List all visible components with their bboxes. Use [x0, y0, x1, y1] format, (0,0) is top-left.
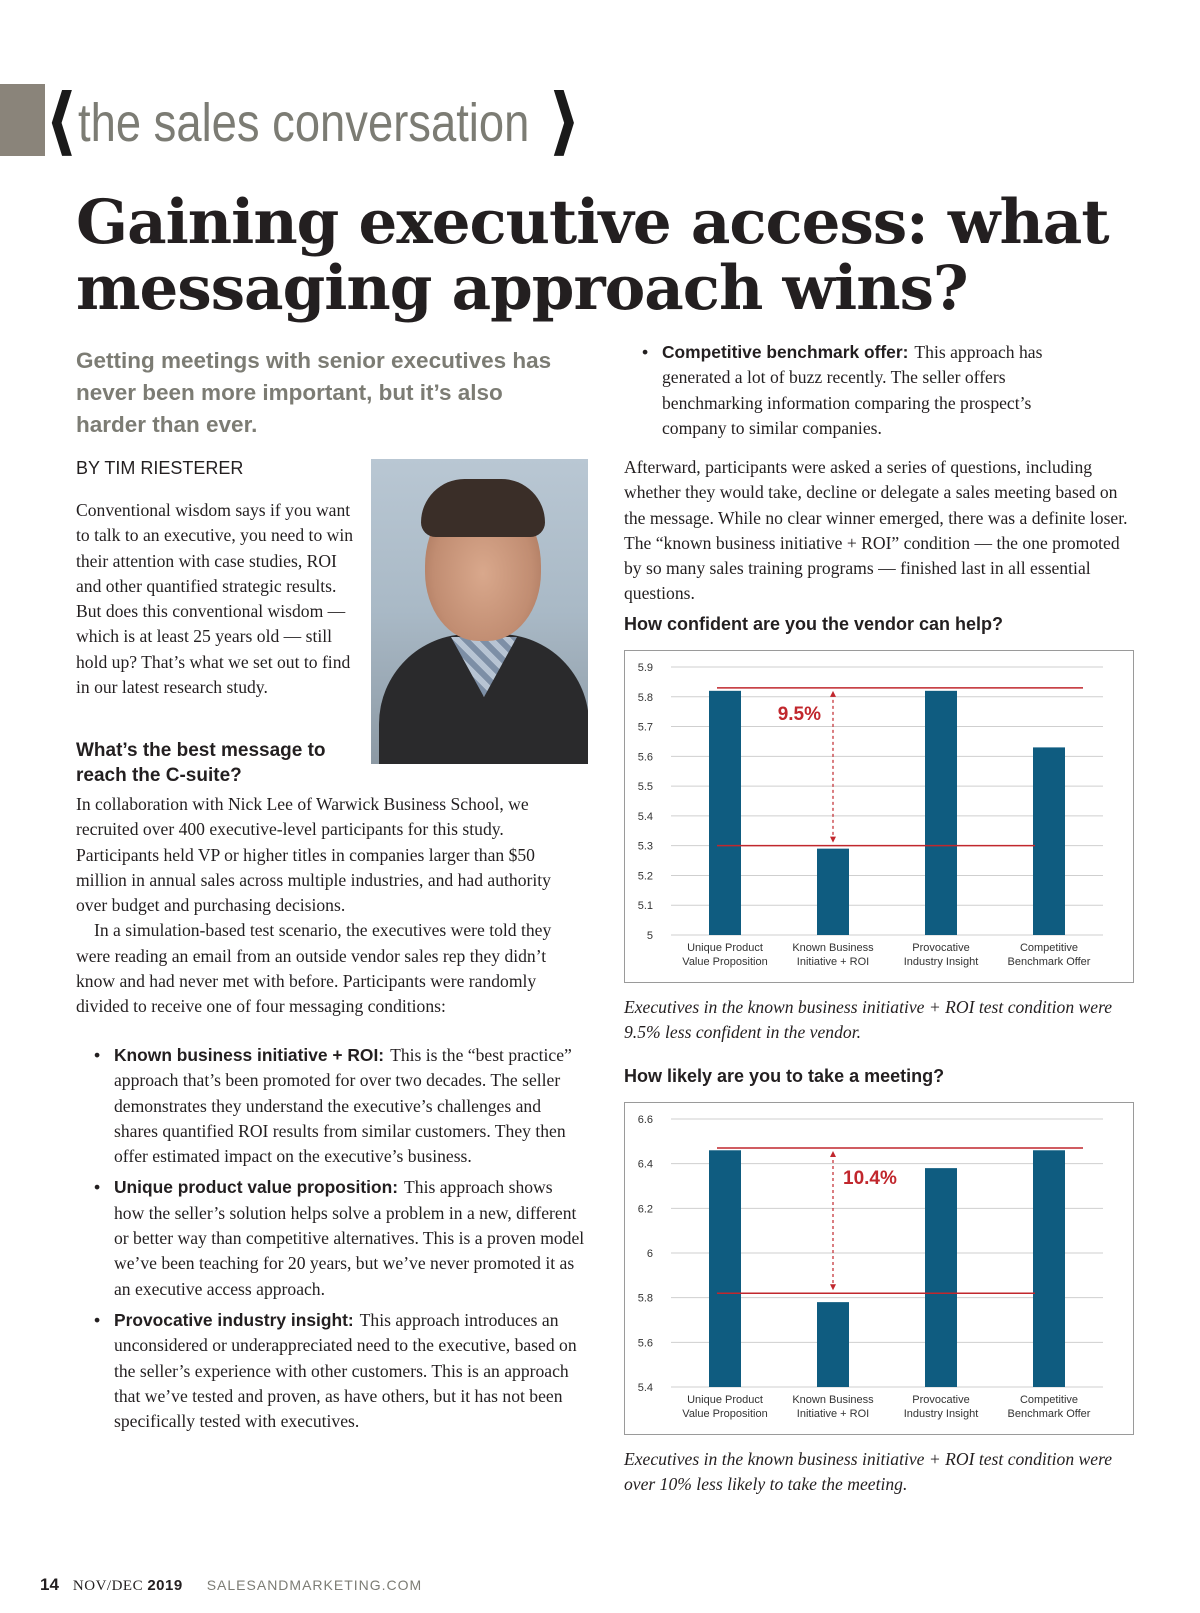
paragraph-collaboration: In collaboration with Nick Lee of Warwick Business School, we recruited over 400 executive-level participants for this study. Participants held VP or higher titles in companies larger than $50 million in annual sales across multiple industries, and had authority over budget and purchasing decisions. [76, 794, 551, 916]
open-bracket: ⟨ [44, 78, 78, 164]
chart-bar [709, 691, 741, 935]
x-tick-label: Unique Product [687, 1394, 763, 1406]
y-tick-label: 5.8 [637, 691, 653, 704]
condition-list [76, 1043, 586, 1440]
list-item [76, 1043, 586, 1169]
condition-list-continued [624, 340, 1094, 441]
difference-label: 9.5% [777, 703, 821, 725]
list-item-text: This approach has generated a lot of buzz recently. The seller offers benchmarking information comparing the prospect’s company to similar companies. [662, 342, 1043, 438]
page-number: 14 [40, 1575, 59, 1594]
x-tick-label: Initiative + ROI [796, 956, 870, 968]
intro-paragraph: Conventional wisdom says if you want to talk to an executive, you need to win their attention with case studies, ROI and other quantified strategic results. But does this conventional wisdom — which is at least 25 years old — still hold up? That’s what we set out to find in our latest research study. [76, 500, 354, 698]
chart-bar [709, 1150, 741, 1387]
y-tick-label: 5.7 [637, 721, 653, 734]
list-item-lead: Competitive benchmark offer: [662, 342, 909, 362]
x-tick-label: Provocative [912, 942, 970, 954]
chart-confidence-svg [625, 651, 1133, 982]
close-bracket: ⟩ [547, 78, 582, 164]
x-tick-label: Value Proposition [682, 956, 768, 968]
chart-bar [817, 1302, 849, 1387]
arrow-head-up [830, 691, 836, 697]
paragraph-afterward: Afterward, participants were asked a series of questions, including whether they would take, decline or delegate a sales meeting based on the message. While no clear winner emerged, there was a definite loser. The “known business initiative + ROI” condition — the one promoted by so many sales training programs — finished last in all essential questions. [624, 457, 1128, 604]
publication-url: SALESANDMARKETING.COM [206, 1577, 423, 1593]
x-tick-label: Known Business [792, 1394, 874, 1406]
section-header [44, 78, 582, 164]
issue-year: 2019 [147, 1577, 183, 1594]
section-color-bar [0, 84, 45, 156]
y-tick-label: 5.3 [637, 840, 653, 853]
list-item [76, 1308, 586, 1434]
body-paragraphs [76, 792, 586, 1020]
y-tick-label: 5.4 [637, 810, 653, 823]
y-tick-label: 6.2 [637, 1203, 653, 1216]
y-tick-label: 5.2 [637, 870, 653, 883]
x-tick-label: Value Proposition [682, 1408, 768, 1420]
chart-confidence [624, 650, 1134, 983]
x-tick-label: Industry Insight [903, 956, 979, 968]
list-item [76, 1175, 586, 1301]
section-title: the sales conversation [77, 93, 530, 153]
subhead: What’s the best message to reach the C-suite? [76, 740, 326, 786]
paragraph-scenario: In a simulation-based test scenario, the executives were told they were reading an email from an outside vendor sales rep they didn’t know and had never met with before. Participants were randomly divided to receive one of four messaging conditions: [76, 920, 552, 1017]
chart-meeting-caption: Executives in the known business initiative + ROI test condition were over 10% less likely to take the meeting. [624, 1449, 1113, 1495]
arrow-head-down [830, 1284, 836, 1290]
page-footer [40, 1575, 422, 1595]
y-tick-label: 5.9 [637, 662, 653, 674]
issue-month: NOV/DEC [72, 1578, 144, 1594]
y-tick-label: 5.6 [637, 1337, 653, 1350]
chart-confidence-caption: Executives in the known business initiative + ROI test condition were 9.5% less confident in the vendor. [624, 997, 1113, 1043]
list-item-text: This approach shows how the seller’s solution helps solve a problem in a new, different or better way than competitive alternatives. This is a proven model we’ve been teaching for 20 years, but we’ve never promoted it as an executive access approach. [114, 1177, 585, 1299]
x-tick-label: Competitive [1019, 1394, 1079, 1406]
list-item-text: This is the “best practice” approach that’s been promoted for over two decades. The seller demonstrates they understand the executive’s challenges and shares quantified ROI results from similar customers. They then offer estimated impact on the executive’s business. [114, 1045, 572, 1167]
issue-date [73, 1577, 183, 1595]
y-tick-label: 6 [646, 1248, 653, 1260]
chart-meeting [624, 1102, 1134, 1435]
list-item-lead: Unique product value proposition: [114, 1177, 399, 1198]
chart-bar [817, 849, 849, 935]
article-deck: Getting meetings with senior executives has never been more important, but it’s also harder than ever. [76, 348, 552, 437]
x-tick-label: Initiative + ROI [796, 1408, 870, 1420]
list-item-text: This approach introduces an unconsidered or underappreciated need to the executive, based on the seller’s experience with other customers. This is an approach that we’ve tested and proven, as have others, but it has not been specifically tested with executives. [114, 1309, 577, 1432]
y-tick-label: 5.6 [637, 751, 653, 764]
chart-bar [1033, 1150, 1065, 1387]
list-item-lead: Provocative industry insight: [114, 1309, 354, 1330]
x-tick-label: Benchmark Offer [1007, 956, 1091, 968]
x-tick-label: Industry Insight [903, 1408, 979, 1420]
y-tick-label: 5 [646, 930, 653, 942]
arrow-head-down [830, 837, 836, 843]
chart-bar [1033, 747, 1065, 935]
list-item-lead: Known business initiative + ROI: [114, 1045, 385, 1065]
y-tick-label: 5.4 [637, 1382, 653, 1394]
x-tick-label: Provocative [912, 1394, 970, 1406]
chart-meeting-svg [625, 1103, 1133, 1434]
chart-bar [925, 691, 957, 935]
list-item [624, 340, 1094, 441]
y-tick-label: 6.6 [637, 1114, 653, 1126]
author-photo [371, 459, 588, 764]
y-tick-label: 5.5 [637, 781, 653, 794]
chart-meeting-title: How likely are you to take a meeting? [624, 1066, 945, 1086]
difference-label: 10.4% [843, 1168, 897, 1190]
x-tick-label: Known Business [792, 942, 874, 954]
arrow-head-up [830, 1151, 836, 1157]
article-headline: Gaining executive access: what messaging approach wins? [76, 187, 1109, 324]
y-tick-label: 6.4 [637, 1158, 653, 1171]
x-tick-label: Benchmark Offer [1007, 1408, 1091, 1420]
x-tick-label: Competitive [1019, 942, 1079, 954]
chart-confidence-title: How confident are you the vendor can help? [624, 614, 1004, 634]
x-tick-label: Unique Product [687, 942, 763, 954]
byline: BY TIM RIESTERER [76, 458, 244, 478]
author-photo-hair [421, 479, 545, 537]
chart-bar [925, 1168, 957, 1387]
y-tick-label: 5.8 [637, 1292, 653, 1305]
y-tick-label: 5.1 [637, 900, 653, 913]
